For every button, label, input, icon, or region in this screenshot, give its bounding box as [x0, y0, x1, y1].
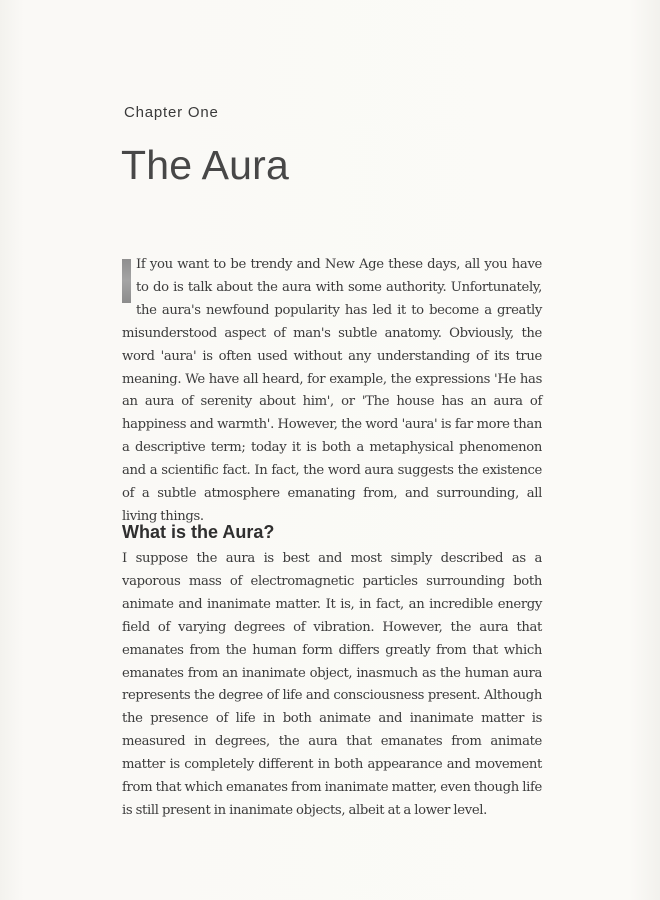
intro-paragraph: If you want to be trendy and New Age these days, all you have to do is talk about the aura with some authority. Unfortunately, the aura's newfound popularity has led it to become a greatly misunderstood aspect of man's subtle anatomy. Obviously, the word 'aura' is often used without any understanding of its true meaning. We have all heard, for example, the expressions 'He has an aura of serenity about him', or 'The house has an aura of happiness and warmth'. However, the word 'aura' is far more than a descriptive term; today it is both a metaphysical phenomenon and a scientific fact. In fact, the word aura suggests the existence of a subtle atmosphere emanating from, and surrounding, all living things.: [122, 257, 542, 524]
drop-cap-bar: [122, 259, 131, 303]
intro-paragraph-block: [122, 254, 542, 529]
chapter-title: The Aura: [121, 142, 289, 188]
chapter-label: Chapter One: [124, 104, 219, 121]
section-heading: What is the Aura?: [122, 522, 275, 542]
section-paragraph: I suppose the aura is best and most simply described as a vaporous mass of electromagnetic particles surrounding both animate and inanimate matter. It is, in fact, an incredible energy field of varying degrees of vibration. However, the aura that emanates from the human form differs greatly from that which emanates from an inanimate object, inasmuch as the human aura represents the degree of life and consciousness present. Although the presence of life in both animate and inanimate matter is measured in degrees, the aura that emanates from animate matter is completely different in both appearance and movement from that which emanates from inanimate matter, even though life is still present in inanimate objects, albeit at a lower level.: [122, 551, 542, 818]
